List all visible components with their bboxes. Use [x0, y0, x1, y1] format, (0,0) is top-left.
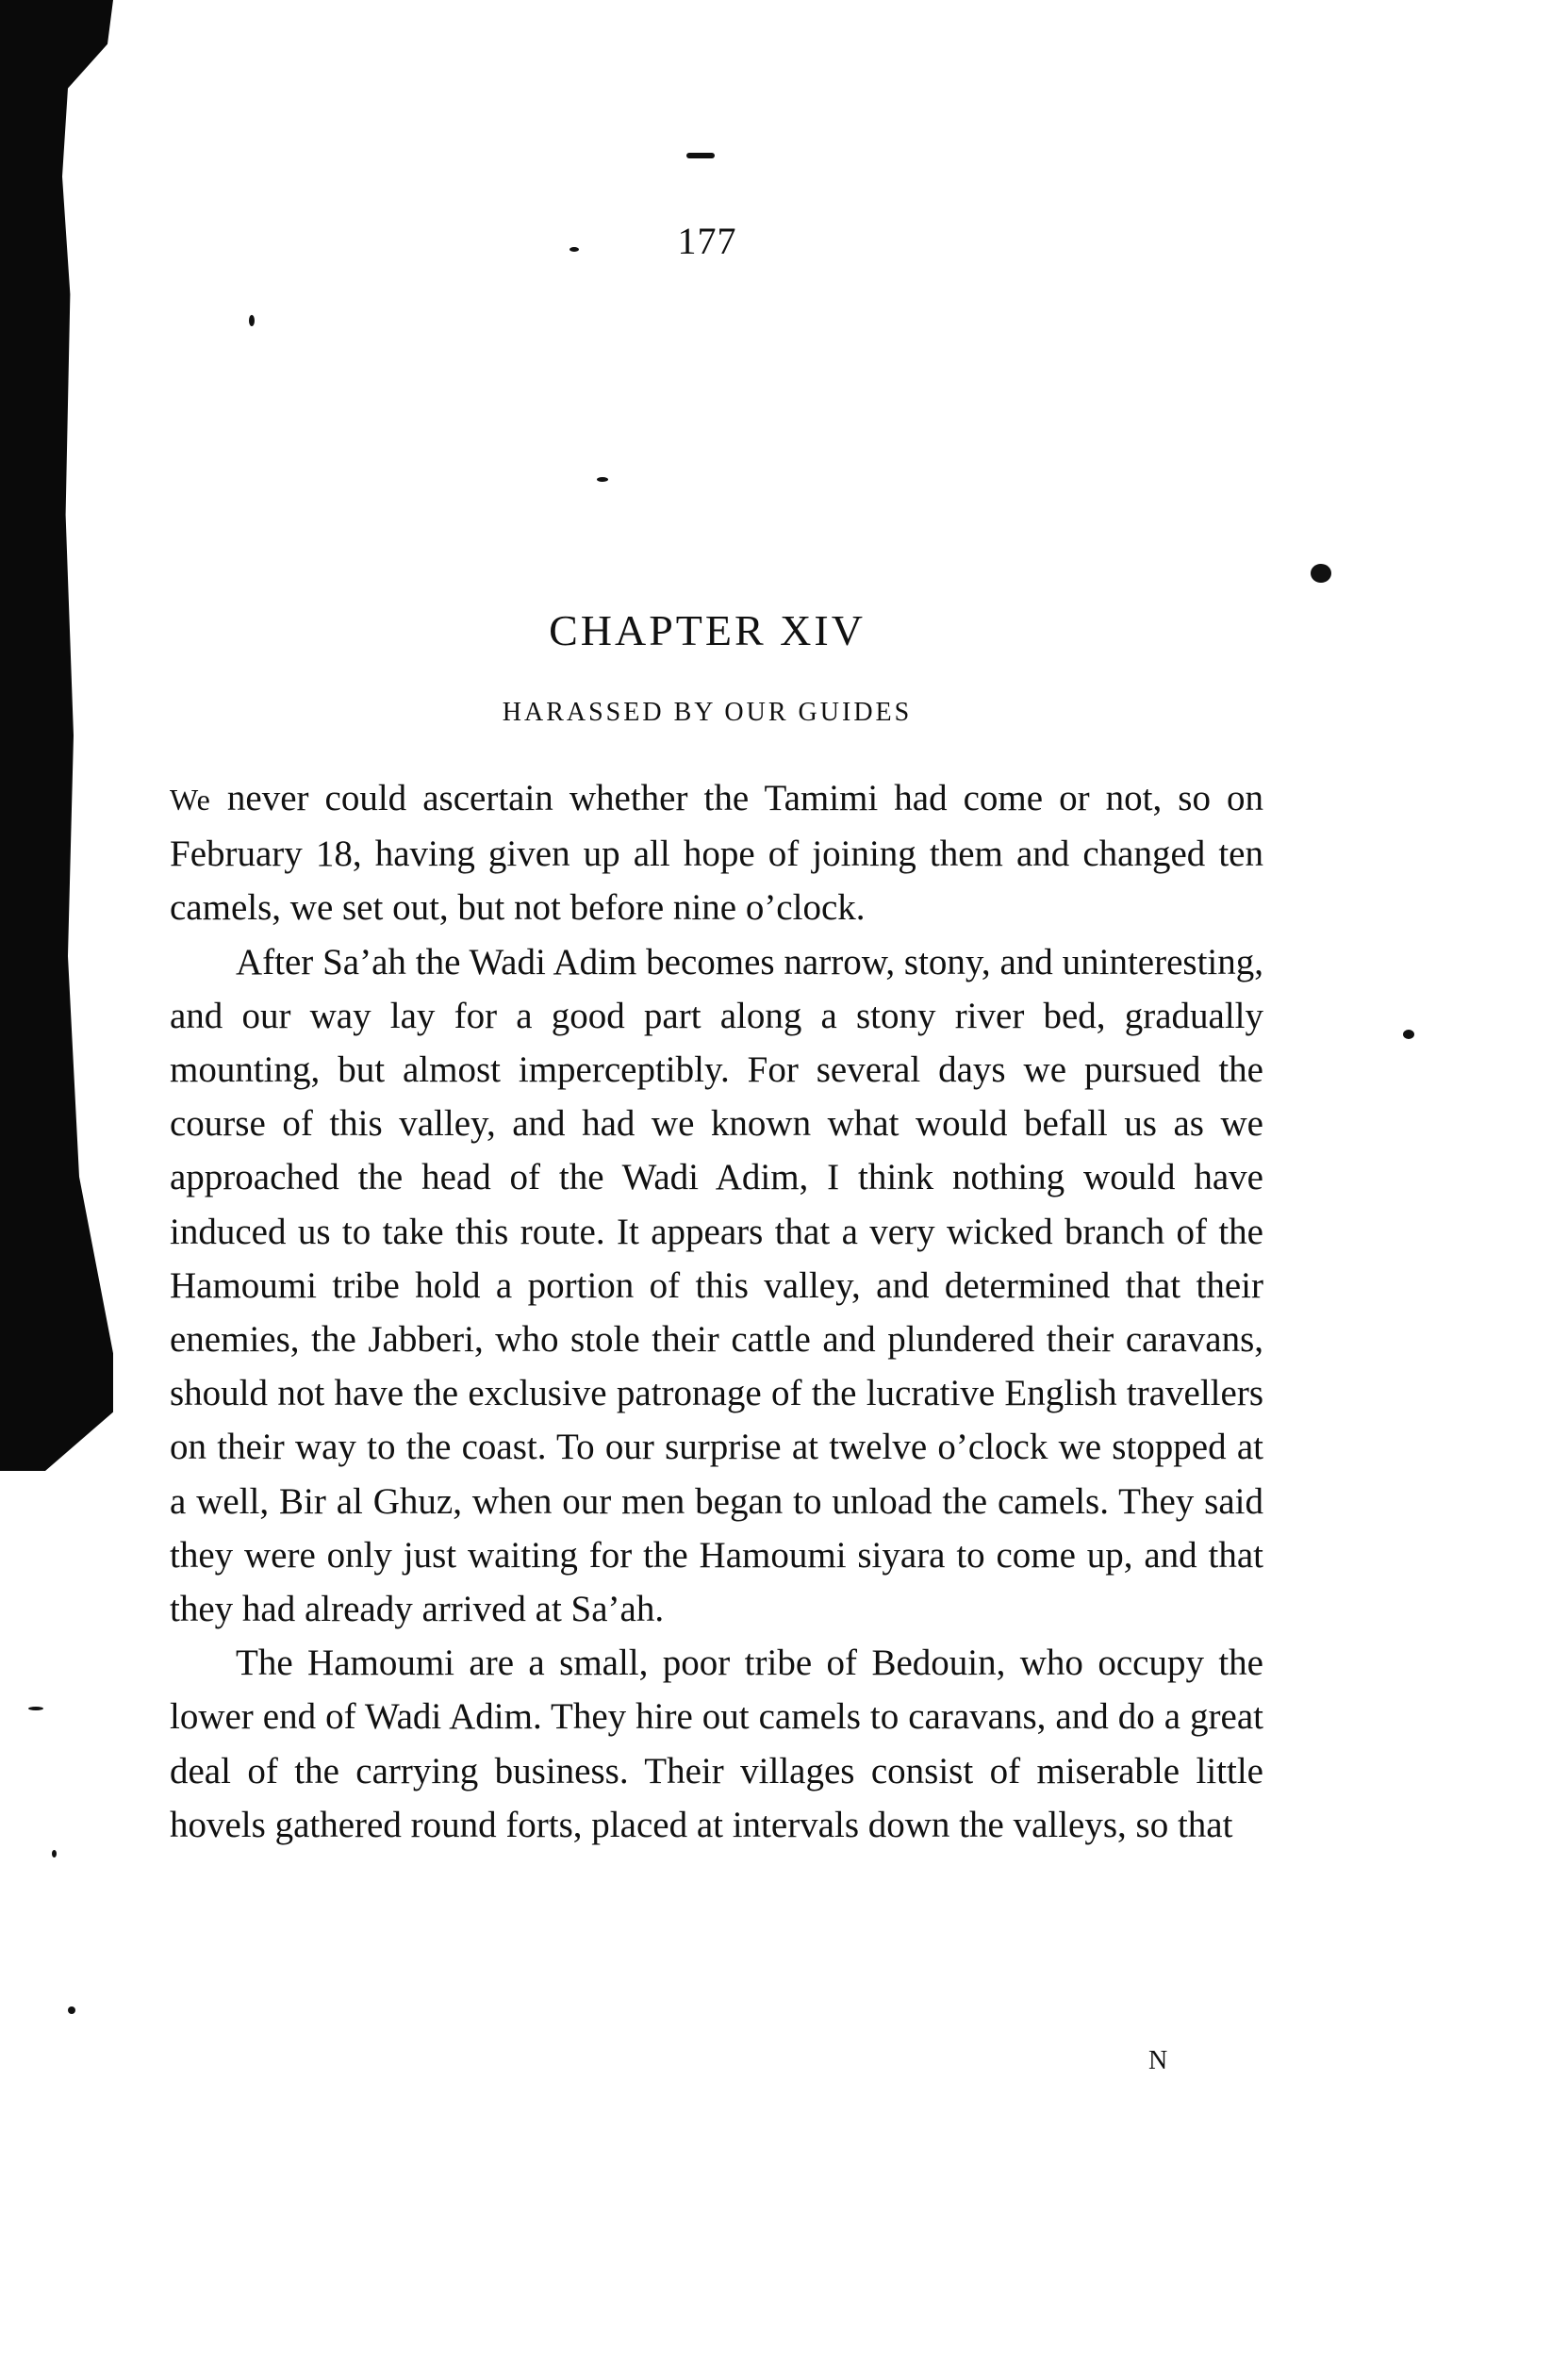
- paragraph-1: [170, 771, 1263, 935]
- paragraph-lead-word: We: [170, 783, 211, 817]
- paragraph-3: The Hamoumi are a small, poor tribe of Bedouin, who occupy the lower end of Wadi Adim. They hire out camels to caravans, and do a great deal of the carrying business. Their villages consist of miserable little hovels gathered round forts, placed at intervals down the valleys, so that: [170, 1643, 1263, 1845]
- scan-speck: [597, 477, 608, 482]
- scan-speck: [68, 2006, 75, 2014]
- page-number: 177: [677, 220, 737, 262]
- signature-mark: N: [1148, 2046, 1169, 2075]
- scan-speck: [28, 1707, 43, 1710]
- scan-speck: [52, 1850, 57, 1857]
- scan-speck: [1403, 1030, 1414, 1039]
- chapter-subtitle: HARASSED BY OUR GUIDES: [502, 698, 913, 727]
- paragraph-2: After Sa’ah the Wadi Adim becomes narrow, stony, and uninteresting, and our way lay for a good part along a stony river bed, gradually mounting, but almost imperceptibly. For several days we pursued the course of this valley, and had we known what would befall us as we approached the head of the Wadi Adim, I think nothing would have induced us to take this route. It appears that a very wicked branch of the Hamoumi tribe hold a portion of this valley, and determined that their enemies, the Jabberi, who stole their cattle and plundered their caravans, should not have the exclusive patronage of the lucrative English travellers on their way to the coast. To our surprise at twelve o’clock we stopped at a well, Bir al Ghuz, when our men began to unload the camels. They said they were only just waiting for the Hamoumi siyara to come up, and that they had already arrived at Sa’ah.: [170, 941, 1263, 1630]
- chapter-body: [170, 771, 1263, 1852]
- scan-speck: [249, 315, 255, 326]
- chapter-title: CHAPTER XIV: [549, 606, 866, 654]
- scan-speck: [1311, 564, 1331, 583]
- scan-speck: [686, 153, 715, 158]
- paragraph-text: never could ascertain whether the Tamimi had come or not, so on February 18, having given up all hope of joining them and changed ten camels, we set out, but not before nine o’clock.: [170, 778, 1263, 929]
